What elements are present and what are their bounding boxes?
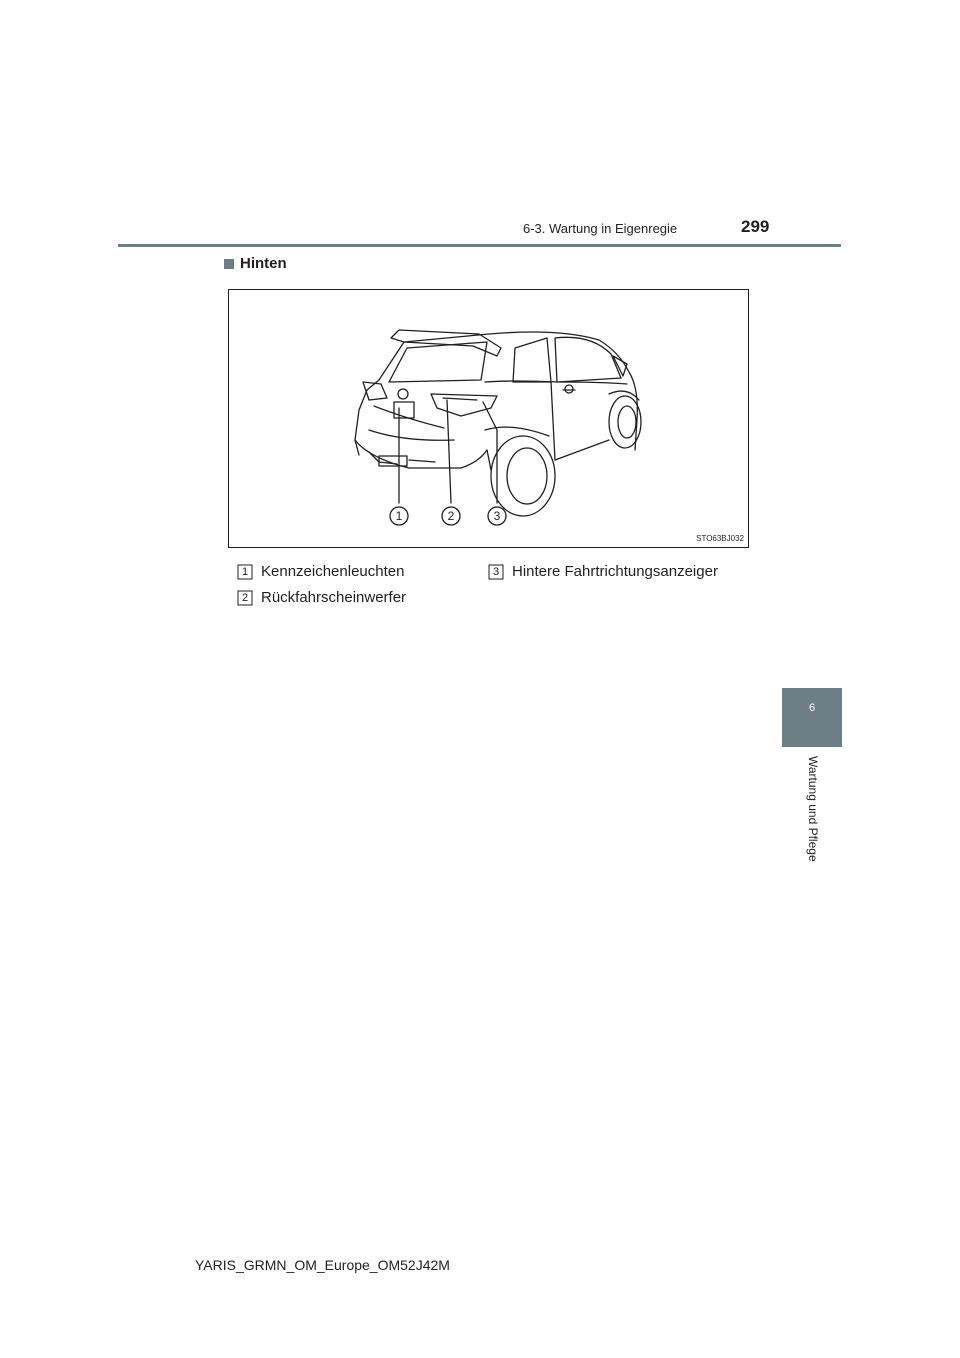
section-heading <box>224 255 287 272</box>
callout-labels <box>229 290 748 547</box>
callout-3: 3 <box>493 509 501 523</box>
legend-item <box>237 589 406 606</box>
legend-label: Rückfahrscheinwerfer <box>261 589 407 606</box>
section-heading-text: Hinten <box>240 255 287 272</box>
figure-code: STO63BJ032 <box>696 534 744 543</box>
header-rule <box>118 244 841 247</box>
car-rear-illustration <box>228 289 749 548</box>
footer-document-id: YARIS_GRMN_OM_Europe_OM52J42M <box>195 1257 450 1273</box>
chapter-number: 6 <box>808 702 816 714</box>
running-header-section: 6-3. Wartung in Eigenregie <box>523 221 678 236</box>
number-1-icon: 1 <box>237 564 253 580</box>
chapter-tab[interactable] <box>782 688 842 747</box>
legend-label: Hintere Fahrtrichtungsanzeiger <box>512 563 718 580</box>
legend-label: Kennzeichenleuchten <box>261 563 405 580</box>
callout-2: 2 <box>447 509 455 523</box>
page-number: 299 <box>741 217 770 236</box>
legend-item <box>237 563 404 580</box>
number-2-icon: 2 <box>237 590 253 606</box>
number-3-icon: 3 <box>488 564 504 580</box>
callout-1: 1 <box>395 509 403 523</box>
bullet-square-icon <box>224 259 234 269</box>
chapter-title: Wartung und Pflege <box>806 756 820 862</box>
legend-item <box>488 563 718 580</box>
